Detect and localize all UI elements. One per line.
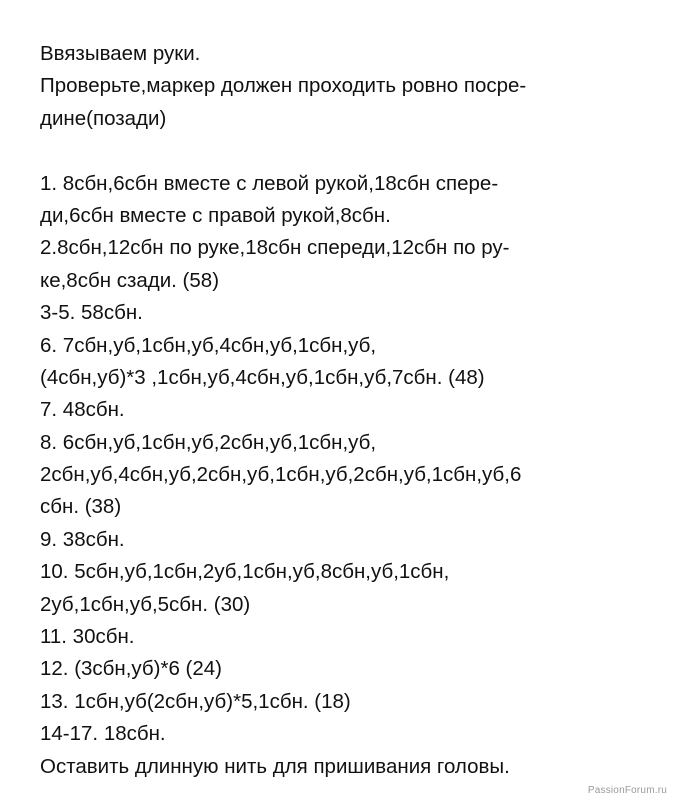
- pattern-document: [40, 38, 640, 783]
- instruction-line: 1. 8сбн,6сбн вместе с левой рукой,18сбн спере-: [40, 171, 499, 195]
- intro-line: дине(позади): [40, 106, 167, 130]
- instruction-line: сбн. (38): [40, 495, 122, 519]
- instruction-line: 13. 1сбн,уб(2сбн,уб)*5,1сбн. (18): [40, 689, 351, 713]
- instruction-line: 10. 5сбн,уб,1сбн,2уб,1сбн,уб,8сбн,уб,1сбн,: [40, 560, 450, 584]
- intro-line: Проверьте,маркер должен проходить ровно посре-: [40, 74, 527, 98]
- instruction-line: 6. 7сбн,уб,1сбн,уб,4сбн,уб,1сбн,уб,: [40, 333, 377, 357]
- instruction-line: ди,6сбн вместе с правой рукой,8сбн.: [40, 203, 391, 227]
- instruction-line: 2уб,1сбн,уб,5сбн. (30): [40, 592, 251, 616]
- instruction-line: 14-17. 18сбн.: [40, 722, 166, 746]
- instruction-line: 2.8сбн,12сбн по руке,18сбн спереди,12сбн по ру-: [40, 236, 510, 260]
- instruction-line: 11. 30сбн.: [40, 625, 135, 649]
- instruction-line: 8. 6сбн,уб,1сбн,уб,2сбн,уб,1сбн,уб,: [40, 430, 377, 454]
- instruction-line: 12. (3сбн,уб)*6 (24): [40, 657, 223, 681]
- site-watermark: PassionForum.ru: [587, 785, 667, 796]
- instruction-line: Оставить длинную нить для пришивания головы.: [40, 754, 510, 778]
- instruction-line: 7. 48сбн.: [40, 398, 125, 422]
- paragraph-gap: [40, 135, 640, 167]
- instruction-line: (4сбн,уб)*3 ,1сбн,уб,4сбн,уб,1сбн,уб,7сбн. (48): [40, 365, 485, 389]
- instruction-line: 3-5. 58сбн.: [40, 301, 143, 325]
- instruction-line: 2сбн,уб,4сбн,уб,2сбн,уб,1сбн,уб,2сбн,уб,1сбн,уб,6: [40, 463, 522, 487]
- instruction-line: 9. 38сбн.: [40, 527, 125, 551]
- instruction-line: ке,8сбн сзади. (58): [40, 268, 220, 292]
- section-title: Ввязываем руки.: [40, 42, 201, 65]
